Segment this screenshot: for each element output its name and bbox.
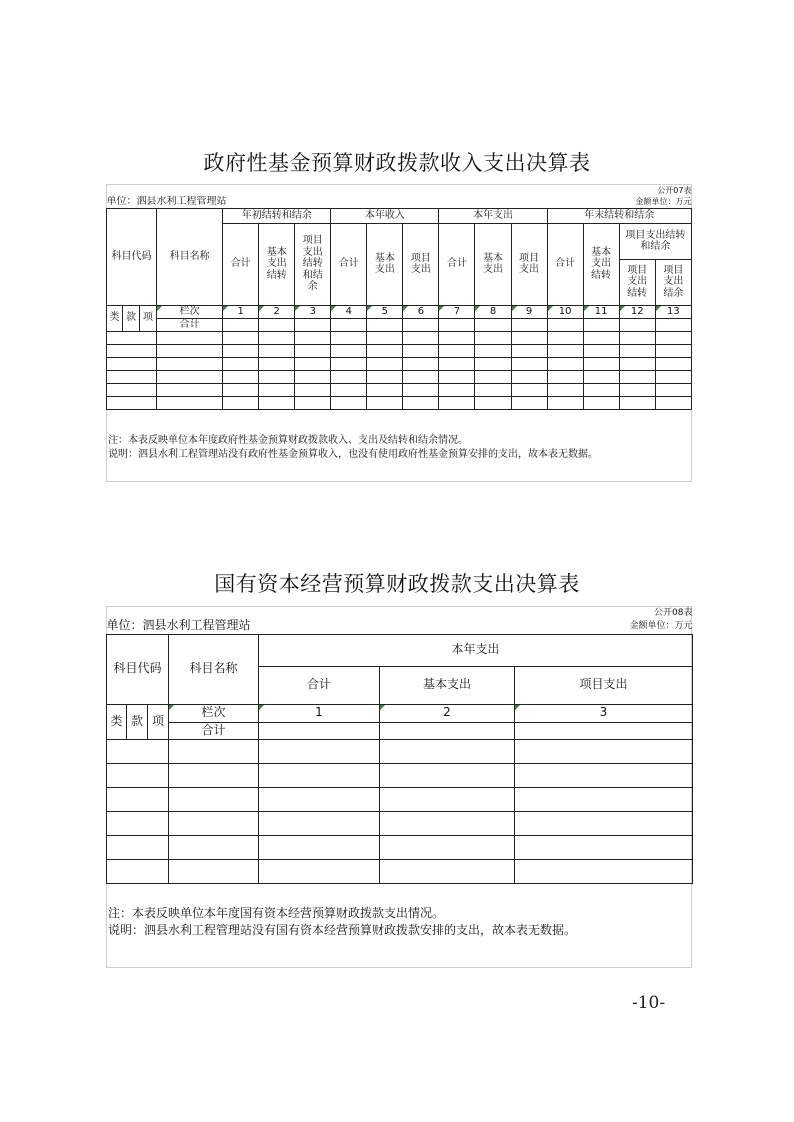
- column-number: 1: [223, 305, 259, 318]
- subject-code-header: 科目代码: [107, 634, 169, 704]
- table1-explanation: 说明：泗县水利工程管理站没有政府性基金预算收入，也没有使用政府性基金预算安排的支出，故本表无数据。: [108, 449, 598, 460]
- table-row: [107, 344, 692, 357]
- header-total: 合计: [547, 223, 583, 305]
- table2-title: 国有资本经营预算财政拨款支出决算表: [214, 572, 580, 596]
- column-number: 13: [655, 305, 691, 318]
- header-total: 合计: [439, 223, 475, 305]
- header-basic-exp: 基本支出: [367, 223, 403, 305]
- table2-grid: [106, 607, 693, 884]
- column-number: 9: [511, 305, 547, 318]
- column-number: 5: [367, 305, 403, 318]
- column-number: 4: [331, 305, 367, 318]
- subject-name-header: 科目名称: [169, 634, 259, 704]
- table-row: [107, 811, 693, 835]
- currency-unit-label: 金额单位：万元: [635, 197, 692, 207]
- group-header-expense: 本年支出: [439, 208, 547, 223]
- column-number: 2: [259, 305, 295, 318]
- column-number: 1: [259, 704, 380, 722]
- header-basic-exp: 基本支出: [380, 666, 515, 704]
- column-number: 3: [295, 305, 331, 318]
- header-project-carry: 项目支出结转: [619, 259, 655, 305]
- table1-title: 政府性基金预算财政拨款收入支出决算表: [203, 151, 591, 175]
- header-basic-carry: 基本支出结转: [259, 223, 295, 305]
- header-project-exp: 项目支出: [515, 666, 693, 704]
- table-row: [107, 357, 692, 370]
- subject-code-header: 科目代码: [107, 208, 157, 305]
- table-row: [107, 859, 693, 883]
- row-label-lanci: 栏次: [169, 704, 259, 722]
- header-xiang: 项: [140, 305, 157, 331]
- table-row: [107, 370, 692, 383]
- header-basic-exp: 基本支出: [475, 223, 511, 305]
- group-header-begin-balance: 年初结转和结余: [223, 208, 331, 223]
- header-total: 合计: [331, 223, 367, 305]
- subject-name-header: 科目名称: [157, 208, 223, 305]
- header-project-exp: 项目支出: [511, 223, 547, 305]
- group-header-end-balance: 年末结转和结余: [547, 208, 691, 223]
- table2-explanation: 说明：泗县水利工程管理站没有国有资本经营预算财政拨款安排的支出，故本表无数据。: [108, 923, 577, 937]
- table-row: [107, 383, 692, 396]
- header-project-carry-balance: 项目支出结转和结余: [619, 223, 691, 259]
- column-number: 6: [403, 305, 439, 318]
- table-row: [107, 835, 693, 859]
- table-row: [107, 331, 692, 344]
- row-label-heji: 合计: [169, 722, 259, 739]
- unit-label: 单位：泗县水利工程管理站: [106, 619, 251, 633]
- currency-unit-label: 金额单位：万元: [629, 621, 693, 632]
- header-lei: 类: [107, 305, 123, 331]
- column-number: 12: [619, 305, 655, 318]
- table2-note: 注：本表反映单位本年度国有资本经营预算财政拨款支出情况。: [108, 906, 445, 920]
- header-total: 合计: [223, 223, 259, 305]
- column-number: 2: [380, 704, 515, 722]
- header-kuan: 款: [123, 305, 140, 331]
- column-number: 7: [439, 305, 475, 318]
- total-row: [107, 318, 692, 331]
- form-number: 公开07表: [657, 185, 692, 195]
- column-number: 8: [475, 305, 511, 318]
- header-xiang: 项: [148, 704, 169, 739]
- row-label-heji: 合计: [157, 318, 223, 331]
- header-project-carry-balance: 项目支出结转和结余: [295, 223, 331, 305]
- row-label-lanci: 栏次: [157, 305, 223, 318]
- form-number: 公开08表: [654, 607, 693, 618]
- header-basic-carry: 基本支出结转: [583, 223, 619, 305]
- table-row: [107, 763, 693, 787]
- header-project-exp: 项目支出: [403, 223, 439, 305]
- unit-label: 单位：泗县水利工程管理站: [106, 196, 227, 207]
- group-header-income: 本年收入: [331, 208, 439, 223]
- header-project-balance: 项目支出结余: [655, 259, 691, 305]
- table-row: [107, 739, 693, 763]
- column-number: 10: [547, 305, 583, 318]
- header-total: 合计: [259, 666, 380, 704]
- header-lei: 类: [107, 704, 127, 739]
- table-row: [107, 396, 692, 409]
- group-header-expense: 本年支出: [259, 634, 693, 666]
- column-number: 3: [515, 704, 693, 722]
- page-number: -10-: [632, 993, 666, 1013]
- column-number: 11: [583, 305, 619, 318]
- total-row: [107, 722, 693, 739]
- table1-grid: [106, 185, 692, 410]
- table-row: [107, 787, 693, 811]
- table1-note: 注：本表反映单位本年度政府性基金预算财政拨款收入、支出及结转和结余情况。: [108, 435, 468, 446]
- header-kuan: 款: [127, 704, 148, 739]
